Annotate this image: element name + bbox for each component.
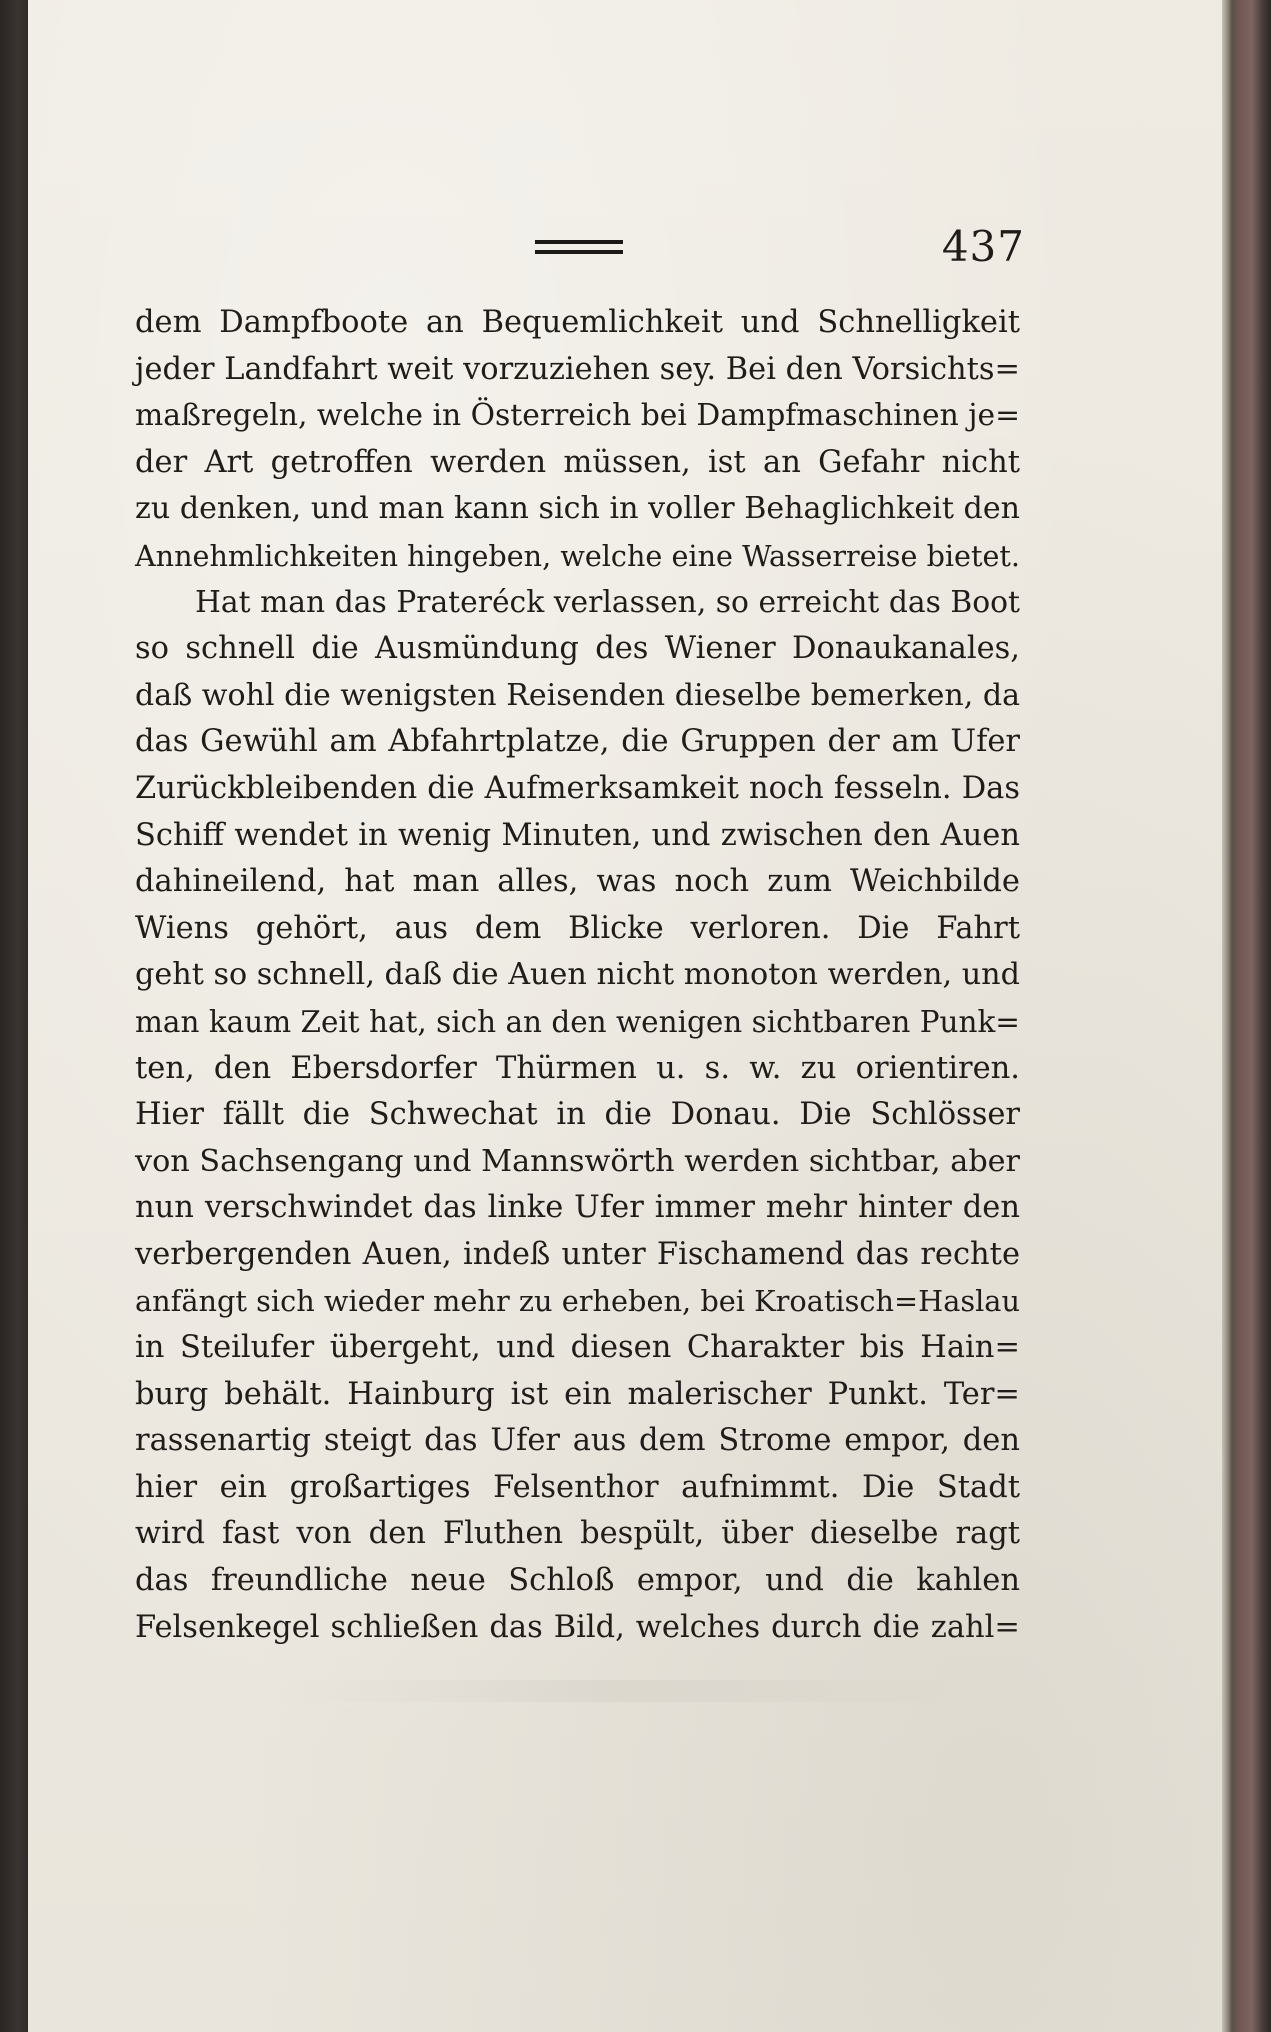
text-line: in Steilufer übergeht, und diesen Charakter bis Hain= <box>135 1330 1020 1366</box>
text-line: Hat man das Prateréck verlassen, so erreicht das Boot <box>195 584 1020 620</box>
text-line: das freundliche neue Schloß empor, und die kahlen <box>135 1563 1020 1599</box>
text-line: anfängt sich wieder mehr zu erheben, bei Kroatisch=Haslau <box>135 1284 1020 1319</box>
book-edge <box>1222 0 1271 2032</box>
text-line: das Gewühl am Abfahrtplatze, die Gruppen der am Ufer <box>135 724 1020 760</box>
body-text <box>135 300 1020 1651</box>
header-rule <box>535 240 623 254</box>
text-line: geht so schnell, daß die Auen nicht monoton werden, und <box>135 957 1020 993</box>
text-line: hier ein großartiges Felsenthor aufnimmt. Die Stadt <box>135 1469 1020 1505</box>
text-line: Schiff wendet in wenig Minuten, und zwischen den Auen <box>135 817 1020 853</box>
text-line: daß wohl die wenigsten Reisenden dieselbe bemerken, da <box>135 677 1020 713</box>
text-line: ten, den Ebersdorfer Thürmen u. s. w. zu orientiren. <box>135 1050 1020 1086</box>
text-line: verbergenden Auen, indeß unter Fischamend das rechte <box>135 1236 1020 1272</box>
text-line: Felsenkegel schließen das Bild, welches durch die zahl= <box>135 1609 1020 1645</box>
text-line: zu denken, und man kann sich in voller Behaglichkeit den <box>135 491 1020 527</box>
text-line: Wiens gehört, aus dem Blicke verloren. Die Fahrt <box>135 910 1020 946</box>
text-line: Annehmlichkeiten hingeben, welche eine Wasserreise bietet. <box>135 538 1020 573</box>
page-header <box>145 218 1025 278</box>
text-line: so schnell die Ausmündung des Wiener Donaukanales, <box>135 631 1020 667</box>
text-line: nun verschwindet das linke Ufer immer mehr hinter den <box>135 1190 1020 1226</box>
text-line: burg behält. Hainburg ist ein malerischer Punkt. Ter= <box>135 1376 1020 1412</box>
text-line: Zurückbleibenden die Aufmerksamkeit noch fesseln. Das <box>135 770 1020 806</box>
text-line: Hier fällt die Schwechat in die Donau. Die Schlösser <box>135 1097 1020 1133</box>
text-line: rassenartig steigt das Ufer aus dem Strome empor, den <box>135 1423 1020 1459</box>
text-line: man kaum Zeit hat, sich an den wenigen sichtbaren Punk= <box>135 1004 1020 1039</box>
show-through-shadow <box>268 1680 968 1702</box>
page-number: 437 <box>941 222 1025 271</box>
text-line: dahineilend, hat man alles, was noch zum Weichbilde <box>135 864 1020 900</box>
text-line: wird fast von den Fluthen bespült, über dieselbe ragt <box>135 1516 1020 1552</box>
text-line: dem Dampfboote an Bequemlichkeit und Schnelligkeit <box>135 305 1020 340</box>
text-line: der Art getroffen werden müssen, ist an Gefahr nicht <box>135 444 1020 480</box>
text-line: von Sachsengang und Mannswörth werden sichtbar, aber <box>135 1143 1020 1179</box>
text-line: jeder Landfahrt weit vorzuziehen sey. Bei den Vorsichts= <box>135 351 1020 387</box>
text-line: maßregeln, welche in Österreich bei Dampfmaschinen je= <box>135 398 1020 434</box>
